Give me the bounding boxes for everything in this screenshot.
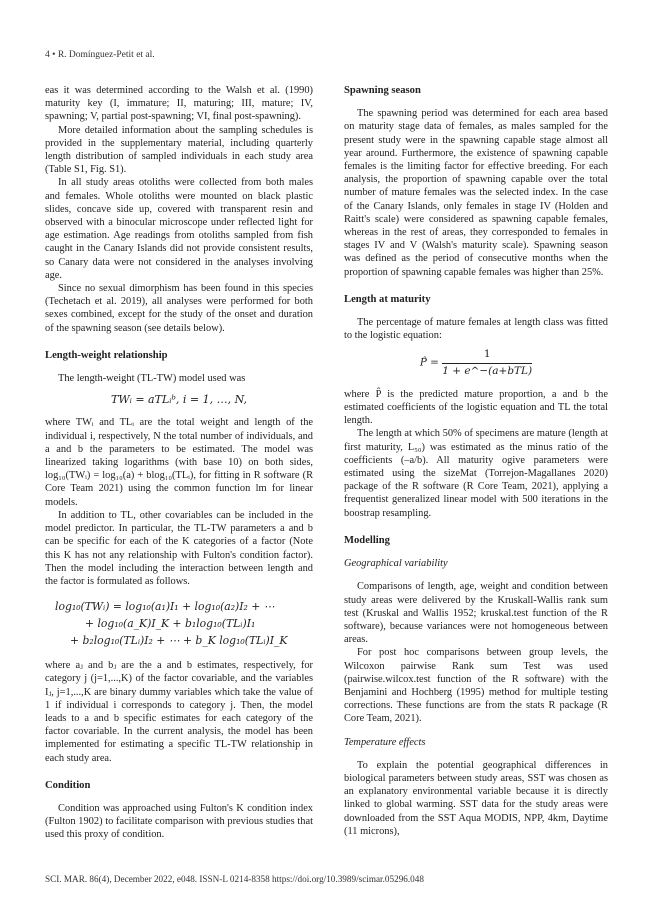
section-heading-length-weight: Length-weight relationship [45, 349, 168, 361]
right-column [344, 84, 608, 838]
equation-line-2: + log₁₀(a_K)I_K + b₁log₁₀(TLᵢ)I₁ [85, 617, 256, 631]
paragraph: Condition was approached using Fulton's K condition index (Fulton 1902) to facilitate comparison with previous studies that used this proxy of condition. [45, 802, 313, 841]
subsection-heading-geographical: Geographical variability [344, 558, 448, 570]
equation-line-1: log₁₀(TWᵢ) = log₁₀(a₁)I₁ + log₁₀(a₂)I₂ + ⋯ [55, 600, 275, 614]
equation-lhs: P̂ = [419, 357, 439, 370]
paragraph: The length at which 50% of specimens are mature (length at first maturity, L₅₀) was estimated as the minus ratio of the coefficients (–a/b). All maturity ogive parameters were estimated using the sizeMat (Torrejon-Magallanes 2020) package of the R software (R Core Team, 2021), applying a frequentist generalized linear model with 500 iterations in the boostrap resampling. [344, 428, 608, 519]
equation-interaction-model [45, 598, 313, 649]
equation-numerator: 1 [442, 348, 532, 363]
paragraph: The spawning period was determined for each area based on maturity stage data of females, as males sampled for the present study were in the spawning capable stage almost all year around. Furthermore, the existence of spawning capable females is the limiting factor for effective breeding. For each analysis, the proportion of spawning capable over the total number of mature females was the selected index. In the case of the Canary Islands, only females in stage IV (Holden and Raitt's scale) were considered as spawning capable females, whereas in the rest of areas, they corresponded to females in stages IV and V (Walsh's maturity scale). Spawning season was defined as the period of consecutive months when the proportion of spawning capable females was higher than 25%. [344, 108, 608, 278]
page-footer: SCI. MAR. 86(4), December 2022, e048. ISSN-L 0214-8358 https://doi.org/10.3989/scimar.05296.048 [45, 874, 424, 884]
paragraph: In all study areas otoliths were collected from both males and females. Whole otoliths were mounted on black plastic slides, concave side up, covered with transparent resin and observed with a binocular microscope under reflected light for age estimation. Age readings from otoliths sampled from fish caught in the Canary Islands did not provide consistent results, so Canary data were not considered in the analyses involving age. [45, 177, 313, 281]
paragraph: For post hoc comparisons between group levels, the Wilcoxon pairwise Rank sum Test was used (pairwise.wilcox.test function of the R software) with the Benjamini and Hochberg (1995) method for multiple testing corrections. These functions are from the stats R package (R Core Team, 2021). [344, 647, 608, 725]
paragraph: The length-weight (TL-TW) model used was [58, 373, 246, 385]
paragraph: In addition to TL, other covariables can be included in the model predictor. In particular, the TL-TW parameters a and b can be specific for each of the K categories of a factor (Note this K has not any relationship with Fulton's condition factor). Then the model including the interaction between length and the factor is formulated as follows. [45, 509, 313, 587]
subsection-heading-temperature: Temperature effects [344, 736, 426, 748]
paragraph: where TWᵢ and TLᵢ are the total weight and length of the individual i, respectively, N the total number of individuals, and a and b the parameters to be estimated. The model was linearized taking logarithms (with base 10) on both sides, log₁₀(TWᵢ) = log₁₀(a) + blog₁₀(TLᵢ), for fitting in R software (R Core Team 2021) using the common function lm for linear models. [45, 417, 313, 508]
paragraph: To explain the potential geographical differences in biological parameters between study areas, SST was chosen as an explanatory environmental variable because it is directly linked to global warming. SST data for the study areas were downloaded from the SST Aqua MODIS, NPP, 4km, Daytime (11 microns), [344, 759, 608, 837]
equation-denominator: 1 + e^−(a+bTL) [442, 364, 533, 377]
paragraph: where aⱼ and bⱼ are the a and b estimates, respectively, for category j (j=1,...,K) of the factor covariable, and the variables Iⱼ, j=1,...,K are binary dummy variables which take the value of 1 if individual i corresponds to category j. Then, the model leads to a and b specific estimates for each category of the factor covariable. In the current analysis, the model has been implemented for estimating a specific TL-TW relationship in each study area. [45, 660, 313, 764]
paragraph: The percentage of mature females at length class was fitted to the logistic equation: [344, 317, 608, 342]
section-heading-condition: Condition [45, 779, 91, 791]
running-header: 4 • R. Domínguez-Petit et al. [45, 50, 155, 60]
equation-logistic [344, 348, 608, 377]
equation-length-weight: TWᵢ = aTLᵢᵇ, i = 1, …, N, [110, 393, 247, 407]
left-column [45, 84, 313, 842]
paragraph: Comparisons of length, age, weight and condition between study areas were delivered by the Kruskall-Wallis rank sum test (Kruskal and Wallis 1952; kruskal.test function of the R software), because variances were not homogeneous between areas. [344, 581, 608, 646]
section-heading-length-at-maturity: Length at maturity [344, 293, 431, 305]
paragraph: More detailed information about the sampling schedules is provided in the supplementary material, including quarterly length distribution of sampled individuals in each study area (Table S1, Fig. S1). [45, 124, 313, 176]
section-heading-spawning-season: Spawning season [344, 85, 421, 96]
paragraph: Since no sexual dimorphism has been found in this species (Techetach et al. 2019), all analyses were performed for both sexes combined, except for the study of the onset and duration of the spawning season (see details below). [45, 283, 313, 334]
paragraph: eas it was determined according to the Walsh et al. (1990) maturity key (I, immature; II, maturing; III, mature; IV, spawning; V, partial post-spawning; VI, final post-spawning). [45, 85, 313, 123]
equation-fraction [442, 348, 532, 377]
paragraph: where P̂ is the predicted mature proportion, a and b the estimated coefficients of the logistic equation and TL the total length. [344, 388, 608, 427]
section-heading-modelling: Modelling [344, 534, 390, 546]
equation-line-3: + b₂log₁₀(TLᵢ)I₂ + ⋯ + b_K log₁₀(TLᵢ)I_K [70, 634, 288, 648]
